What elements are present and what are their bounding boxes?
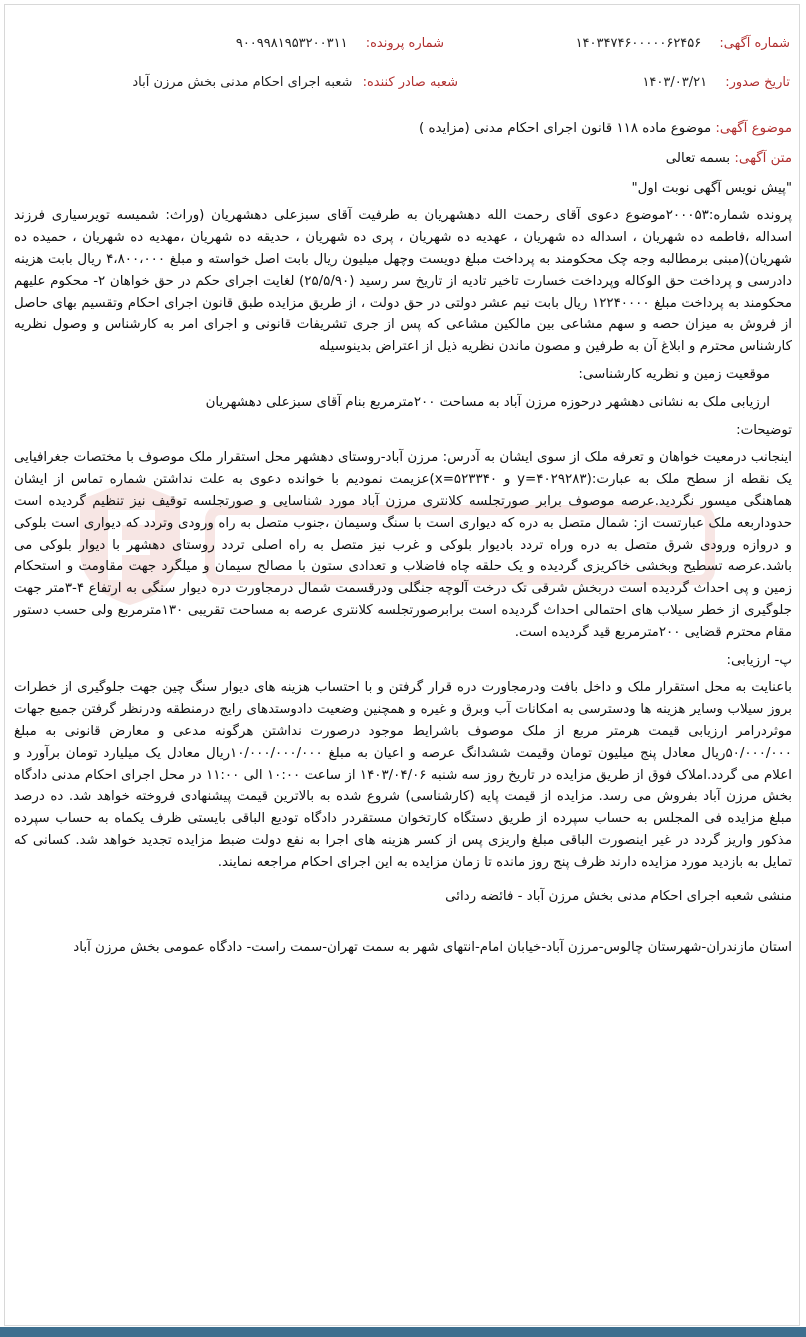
intro-paragraph: پرونده شماره:۲۰۰۰۵۳موضوع دعوی آقای رحمت الله دهشهریان به طرفیت آقای سبزعلی دهشهریان (وراث: شمیسه تویرسیاری فرزند اسداله ،فاطمه ده شهریان ، اسداله ده شهریان ، عهدیه ده شهریان ، پری ده شهریان ، حدیقه ده شهریان ،مهدیه ده شهریان ، حمیده ده شهریان)(مبنی برمطالبه وجه چک محکومند به پرداخت مبلغ دویست وچهل میلیون ریال بابت اصل خواسته و مبلغ ۴،۸۰۰،۰۰۰ ریال بابت هزینه دادرسی و پرداخت حق الوکاله وپرداخت خسارت تاخیر تادیه از تاریخ سر رسید (۲۵/۵/۹۰) لغایت اجرای حکم در حق خواهان ۲- محکوم علیهم محکومند به پرداخت مبلغ ۱۲۲۴۰۰۰۰ ریال بابت نیم عشر دولتی در حق دولت ، از طریق مزایده طبق قانون اجرای احکام وتقسیم بهای حاصل از فروش به میزان حصه و سهم مشاعی بین مالکین مشاعی که پس از جری تشریفات قانونی و اجرای امر به کارشناس و وصول نظریه کارشناس محترم و ابلاغ آن به طرفین و مصون ماندن نظریه ذیل از اعتراض بدینوسیله (14, 208, 793, 355)
issue-date-label: تاریخ صدور: (725, 75, 790, 90)
evaluation-heading: پ- ارزیابی: (726, 652, 792, 668)
footer-bar (0, 1327, 806, 1337)
ad-number-value: ۱۴۰۳۴۷۴۶۰۰۰۰۰۶۲۴۵۶ (575, 36, 702, 51)
issue-date-row (642, 75, 790, 90)
evaluation-paragraph: باعنایت به محل استقرار ملک و داخل بافت ودرمجاورت دره قرار گرفتن و با احتساب هزینه های دیوار سنگ چین جهت جلوگیری از خطرات بروز سیلاب وسایر هزینه ها ودسترسی به امکانات آب وبرق و غیره و همچنین وضعیت دادوستدهای رایج درمنطقه ودرنظر گرفتن جمیع جهات موثردرامر ارزیابی قیمت هرمتر مربع از ملک موصوف باشرایط موجود درصورت نداشتن هرگونه مدعی و معارض قانونی به مبلغ ۵۰/۰۰۰/۰۰۰ریال معادل پنج میلیون تومان وقیمت ششدانگ عرصه و اعیان به مبلغ ۱۰/۰۰۰/۰۰۰/۰۰۰ریال معادل یک میلیارد تومان برآورد و اعلام می گردد.املاک فوق از طریق مزایده در تاریخ روز سه شنبه ۱۴۰۳/۰۴/۰۶ از ساعت ۱۰:۰۰ الی ۱۱:۰۰ در محل اجرای احکام مدنی دادگاه بخش مرزن آباد بفروش می رسد. مزایده از قیمت پایه (کارشناسی) شروع شده به بالاترین قیمت پیشنهادی فروخته خواهد شد. ده درصد مبلغ مزایده فی المجلس به حساب سپرده از طریق دستگاه کارتخوان مستقردر دادگاه تودیع الباقی بایستی ظرف یکماه به حساب سپرده مذکور واریز گردد در غیر اینصورت الباقی مبلغ واریزی پس از کسر هزینه های اجرا به نفع دولت ضبط مزایده تجدید خواهد شد. کسانی که تمایل به بازدید مورد مزایده دارند ظرف پنج روز مانده تا زمان مزایده به این اجرای احکام مراجعه نمایند. (14, 680, 792, 870)
issuer-value: شعبه اجرای احکام مدنی بخش مرزن آباد (132, 75, 353, 90)
body-text-row (14, 148, 792, 170)
subject-row (14, 118, 792, 140)
issue-date-value: ۱۴۰۳/۰۳/۲۱ (642, 75, 708, 90)
address-paragraph: استان مازندران-شهرستان چالوس-مرزن آباد-خیابان امام-انتهای شهر به سمت تهران-سمت راست- دادگاه عمومی بخش مرزن آباد (73, 940, 792, 956)
ad-number-row (576, 36, 790, 51)
ad-number-label: شماره آگهی: (719, 36, 790, 51)
notes-heading: توضیحات: (736, 422, 792, 438)
notice-title: "پیش نویس آگهی نوبت اول" (631, 180, 792, 196)
notice-content (14, 118, 792, 959)
issuer-row (132, 75, 458, 90)
issuer-label: شعبه صادر کننده: (362, 75, 458, 90)
location-heading: موقعیت زمین و نظریه کارشناسی: (578, 366, 770, 382)
subject-value: موضوع ماده ۱۱۸ قانون اجرای احکام مدنی (مزایده ) (419, 121, 712, 136)
location-text: ارزیابی ملک به نشانی دهشهر درحوزه مرزن آباد به مساحت ۲۰۰مترمربع بنام آقای سبزعلی دهشهریان (205, 394, 770, 410)
signature-line: منشی شعبه اجرای احکام مدنی بخش مرزن آباد - فائضه ردائی (445, 888, 792, 904)
notes-paragraph: اینجانب درمعیت خواهان و تعرفه ملک از سوی ایشان به آدرس: مرزن آباد-روستای دهشهر محل استقرار ملک موصوف با مختصات جغرافیایی یک نقطه از سطح ملک به عبارت:(۴۰۲۹۲۸۳=y و ۵۲۳۳۴۰=x)عزیمت نمودیم با خوانده دعوی به علت نداشتن شماره تماس از ایشان هماهنگی میسور نگردید.عرصه موصوف برابر صورتجلسه کلانتری مرزن آباد مورد شناسایی و صورتجلسه توقیف نیز تنظیم گردیده است حدوداربعه ملک عبارتست از: شمال متصل به دره که دیواری است با سنگ وسیمان ،جنوب متصل به راه ورودی وتردد که دیواری است بلوکی و دروازه ورودی شرق متصل به دره وراه تردد بادیوار بلوکی و غرب نیز متصل به راه اصلی تردد روستای دهشهر با دیوار بلوکی می باشد.عرصه تسطیح وبخشی خاکریزی گردیده و یک حلقه چاه فاضلاب و تعدادی ستون با مصالح سیمان و میلگرد جهت مقاومت و استحکام زمین و پی احداث گردیده است دربخش شرقی تک درخت آلوچه جنگلی ودرقسمت شمال درمجاورت دره دیوار سنگی به ارتفاع ۴-۳متر جهت جلوگیری از خطر سیلاب های احتمالی احداث گردیده است برابرصورتجلسه کلانتری عرصه به مساحت تقریبی ۱۳۰مترمربع ولی حسب دستور مقام محترم قضایی ۲۰۰مترمربع قید گردیده است. (14, 450, 792, 640)
body-text-value: بسمه تعالی (665, 150, 731, 166)
case-number-label: شماره پرونده: (365, 36, 444, 51)
subject-label: موضوع آگهی: (715, 121, 792, 136)
case-number-value: ۹۰۰۹۹۸۱۹۵۳۲۰۰۳۱۱ (235, 36, 348, 51)
body-text-label: متن آگهی: (734, 150, 792, 166)
case-number-row (236, 36, 444, 51)
